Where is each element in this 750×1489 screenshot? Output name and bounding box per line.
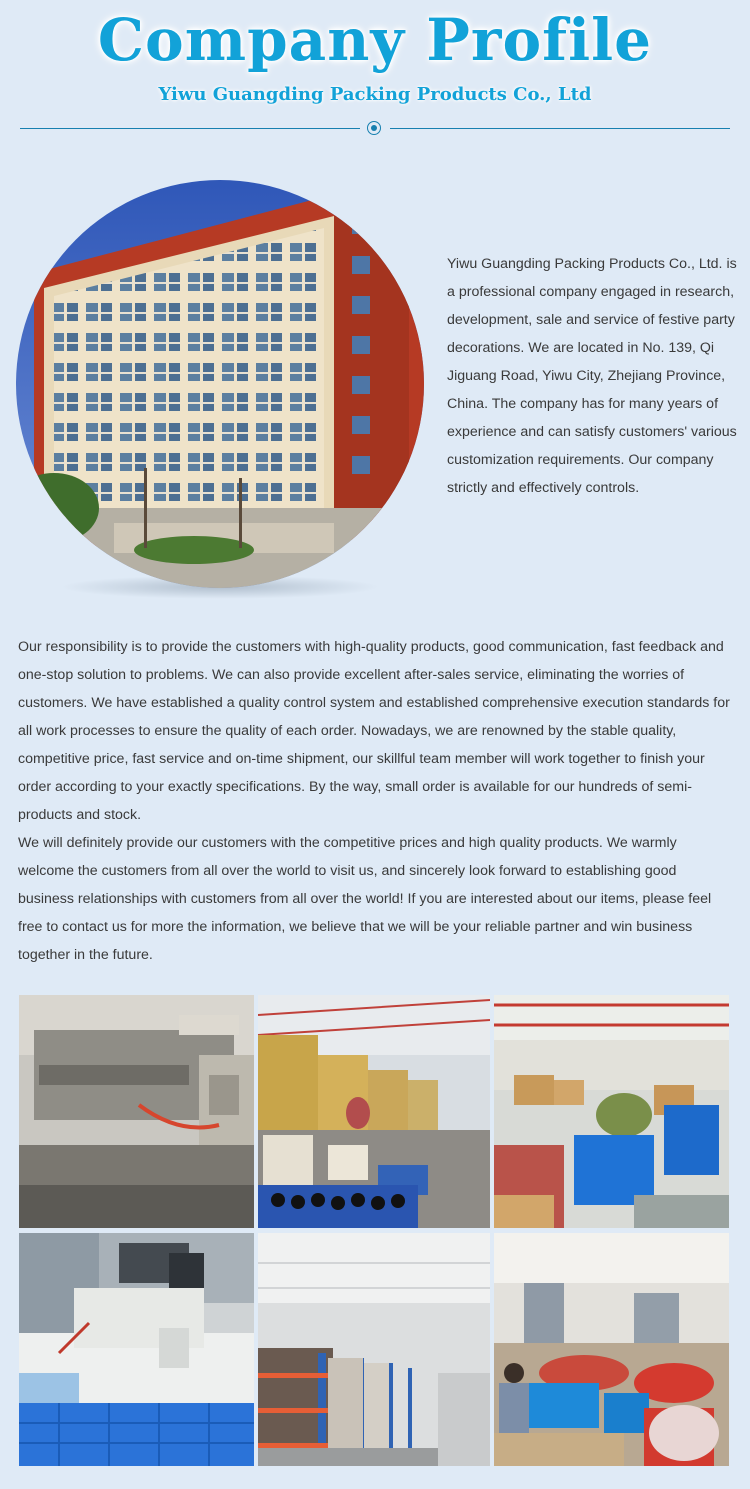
divider-line-left	[20, 128, 360, 129]
divider-circle-icon	[367, 121, 381, 135]
company-intro-text: Yiwu Guangding Packing Products Co., Ltd. is a professional company engaged in research, development, sale and service of festive party decorations. We are located in No. 139, Qi Jiguang Road, Yiwu City, Zhejiang Province, China. The company has for many years of experience and can satisfy customers' various customization requirements. Our company strictly and effectively controls.	[447, 256, 737, 496]
description-paragraph-responsibility: Our responsibility is to provide the customers with high-quality products, good communication, fast feedback and one-stop solution to problems. We can also provide excellent after-sales service, eliminating the worries of customers. We have established a quality control system and established comprehensive execution standards for all work processes to ensure the quality of each order. Nowadays, we are renowned by the stable quality, competitive price, fast service and on-time shipment, our skillful team member will work together to finish your order according to your exactly specifications. By the way, small order is available for our hundreds of semi-products and stock.	[18, 639, 730, 823]
title-divider	[20, 119, 730, 139]
workshop-machines-photo	[258, 995, 490, 1228]
description-paragraph-welcome: We will definitely provide our customers with the competitive prices and high quality products. We warmly welcome the customers from all over the world to visit us, and sincerely look forward to establishing good business relationships with customers from all over the world! If you are interested about our items, please feel free to contact us for more the information, we believe that we will be your reliable partner and win business together in the future.	[18, 835, 712, 963]
warehouse-shelves-photo	[258, 1233, 490, 1466]
building-photo	[14, 178, 426, 590]
page-title: Company Profile	[97, 6, 653, 74]
company-description	[18, 633, 734, 969]
company-name-subtitle: Yiwu Guangding Packing Products Co., Ltd	[158, 84, 592, 105]
factory-photo-gallery	[19, 995, 729, 1466]
sewing-machine-photo	[19, 1233, 254, 1466]
assembly-workers-photo	[494, 1233, 729, 1466]
divider-line-right	[390, 128, 730, 129]
extrusion-machine-photo	[19, 995, 254, 1228]
packing-area-photo	[494, 995, 729, 1228]
